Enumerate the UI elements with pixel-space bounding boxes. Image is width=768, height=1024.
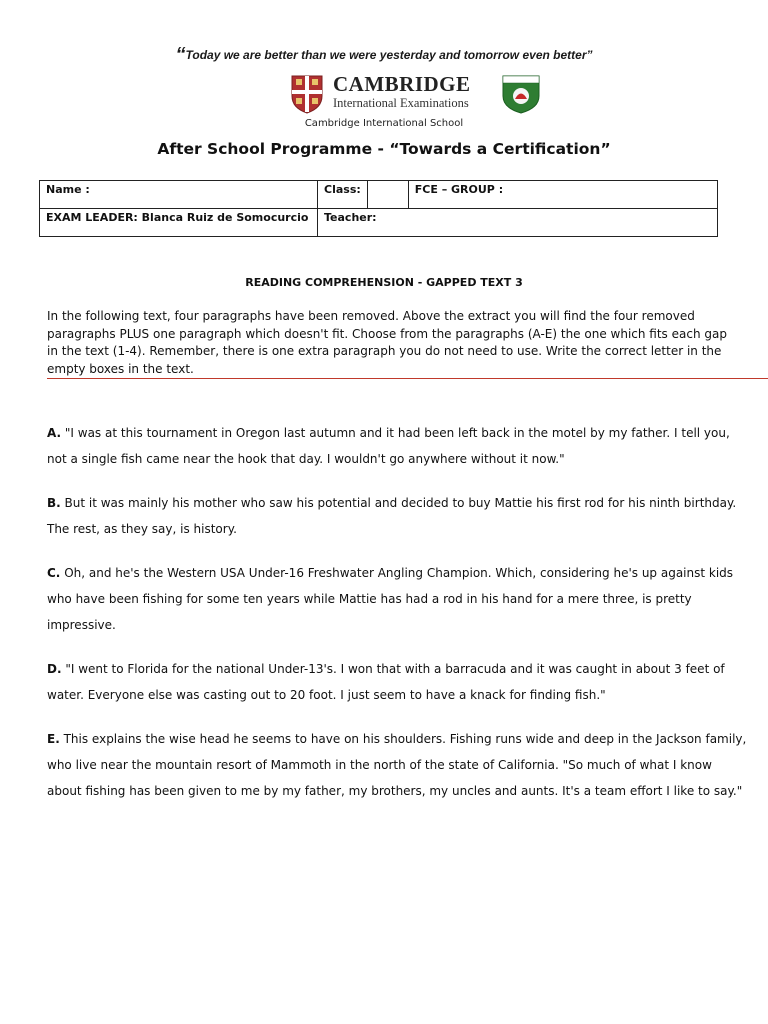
class-label: Class: (324, 183, 361, 196)
brand-name: CAMBRIDGE (333, 72, 471, 96)
paragraph-d (47, 656, 747, 708)
cambridge-logo (290, 72, 550, 112)
instructions-text: In the following text, four paragraphs have been removed. Above the extract you will find the four removed paragraphs PLUS one paragraph which doesn't fit. Choose from the paragraphs (A-E) the one which fits each gap in the text (1-4). Remember, there is one extra paragraph you do not need to use. Write the correct letter in the empty boxes in the text. (47, 309, 727, 376)
class-value-cell[interactable] (367, 181, 408, 209)
exam-leader-label: EXAM LEADER: Blanca Ruiz de Somocurcio (46, 211, 309, 224)
paragraph-text: This explains the wise head he seems to have on his shoulders. Fishing runs wide and deep in the Jackson family, who live near the mountain resort of Mammoth in the north of the state of California. "So much of what I know about fishing has been given to me by my father, my brothers, my uncles and aunts. It's a team effort I like to say." (47, 732, 747, 798)
paragraph-letter: C. (47, 566, 61, 580)
name-cell[interactable] (40, 181, 318, 209)
paragraph-e (47, 726, 747, 804)
paragraph-text: But it was mainly his mother who saw his potential and decided to buy Mattie his first rod for his ninth birthday. The rest, as they say, is history. (47, 496, 737, 536)
paragraph-a (47, 420, 747, 472)
school-crest-icon (501, 72, 541, 114)
paragraph-c (47, 560, 747, 638)
school-motto (0, 44, 768, 67)
table-row (40, 209, 718, 237)
paragraph-text: "I went to Florida for the national Under-13's. I won that with a barracuda and it was caught in about 3 feet of water. Everyone else was casting out to 20 foot. I just seem to have a knack for finding fish." (47, 662, 725, 702)
motto-open-quote: “ (175, 44, 186, 66)
table-row (40, 181, 718, 209)
paragraph-letter: B. (47, 496, 61, 510)
name-label: Name : (46, 183, 90, 196)
group-cell[interactable] (408, 181, 717, 209)
teacher-cell[interactable] (318, 209, 718, 237)
group-label: FCE – GROUP : (414, 183, 504, 196)
exam-leader-cell (40, 209, 318, 237)
removed-paragraphs (47, 420, 747, 822)
section-title: READING COMPREHENSION - GAPPED TEXT 3 (245, 276, 523, 289)
divider-line (47, 378, 768, 379)
motto-text: Today we are better than we were yesterday and tomorrow even better” (185, 48, 593, 62)
student-info-table (39, 180, 718, 237)
class-cell (318, 181, 368, 209)
paragraph-text: Oh, and he's the Western USA Under-16 Freshwater Angling Champion. Which, considering he's up against kids who have been fishing for some ten years while Mattie has had a rod in his hand for a mere three, is pretty impressive. (47, 566, 734, 632)
paragraph-text: "I was at this tournament in Oregon last autumn and it had been left back in the motel by my father. I tell you, not a single fish came near the hook that day. I wouldn't go anywhere without it now." (47, 426, 730, 466)
programme-title: After School Programme - “Towards a Certification” (157, 140, 611, 158)
paragraph-b (47, 490, 747, 542)
brand-subtitle: International Examinations (333, 96, 469, 110)
teacher-label: Teacher: (324, 211, 377, 224)
paragraph-letter: D. (47, 662, 62, 676)
paragraph-letter: E. (47, 732, 60, 746)
school-name: Cambridge International School (304, 118, 464, 129)
paragraph-letter: A. (47, 426, 62, 440)
cambridge-shield-icon (290, 74, 324, 114)
